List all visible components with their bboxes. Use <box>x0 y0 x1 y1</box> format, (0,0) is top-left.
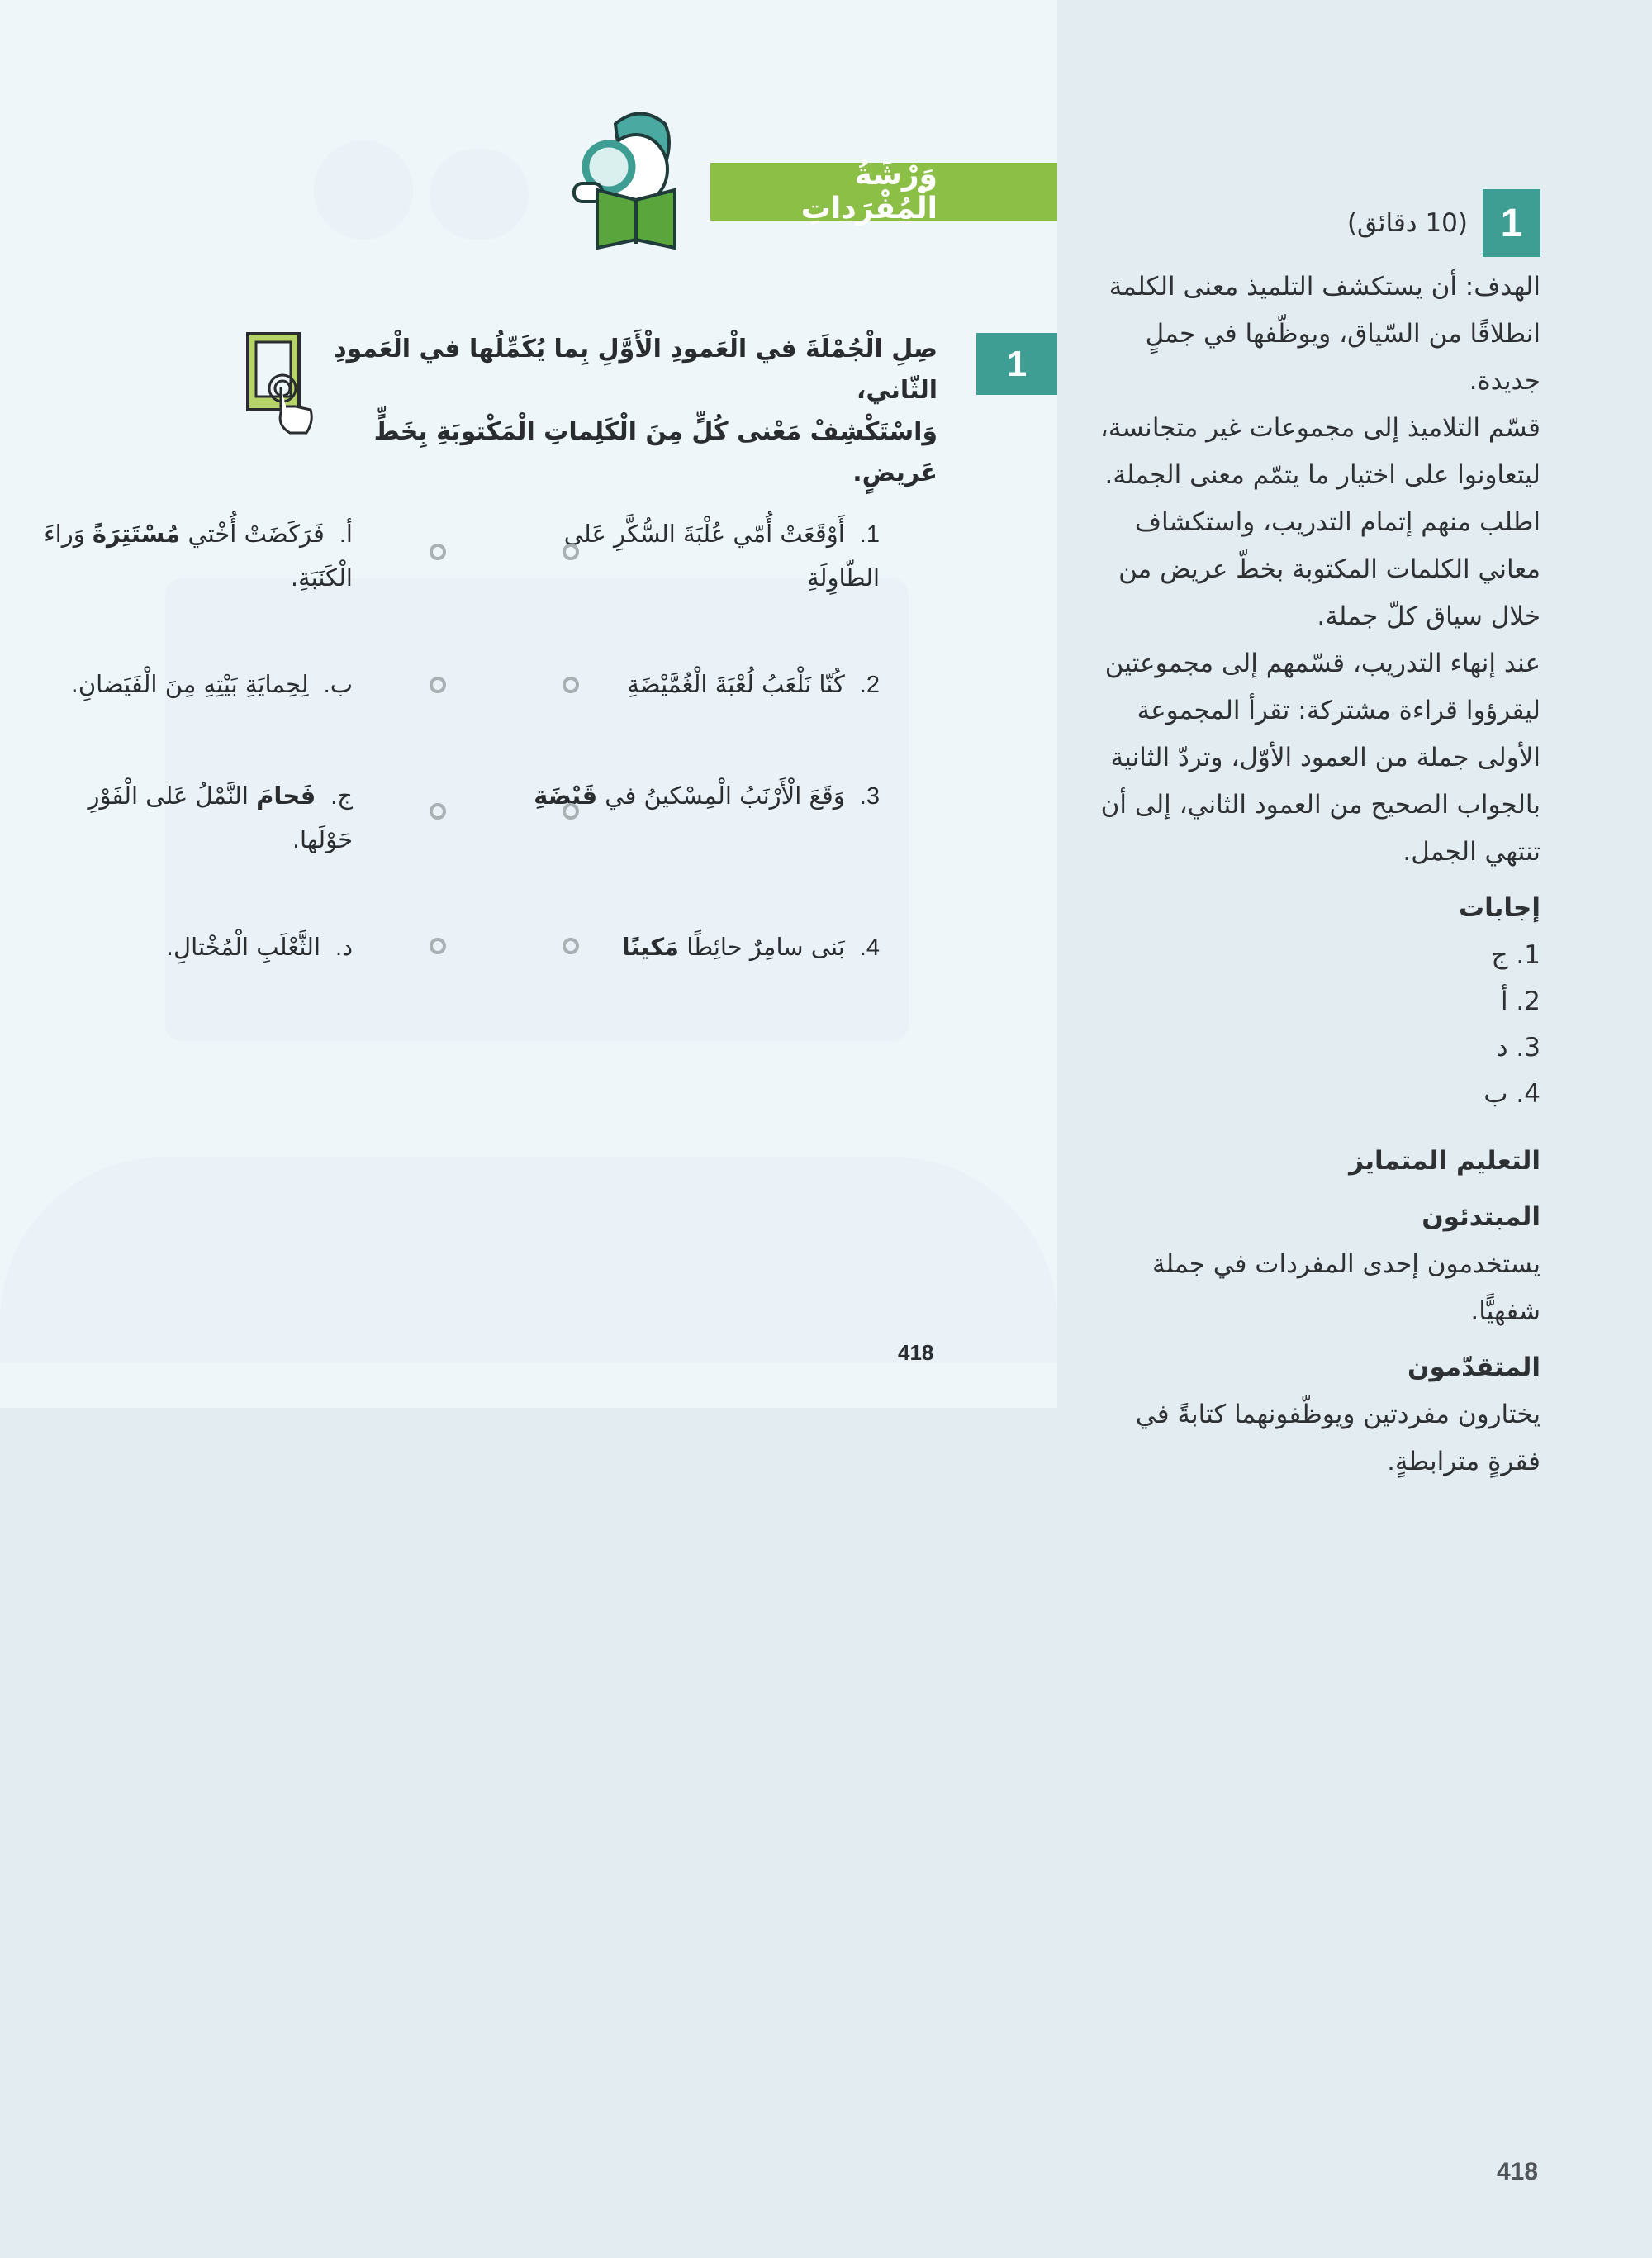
teacher-page-number: 418 <box>1497 2158 1539 2185</box>
activity-header <box>1094 186 1540 260</box>
section-title-banner <box>710 158 1057 226</box>
match-dot-a2[interactable] <box>563 677 579 693</box>
match-row-3 <box>0 774 1057 873</box>
column-b-item-3: ج.فَحامَ النَّمْلُ عَلى الْفَوْرِ حَوْلَها. <box>88 782 353 853</box>
match-row-4 <box>0 925 1057 1024</box>
activity-duration: (10 دقائق) <box>1346 207 1468 238</box>
answer-item: 4. ب <box>1483 1079 1540 1109</box>
answers-heading: إجابات <box>1458 893 1540 923</box>
instructions-paragraph-1: قسّم التلاميذ إلى مجموعات غير متجانسة، ليتعاونوا على اختيار ما يتمّم معنى الجملة. اطلب منهم إتمام التدريب، واستكشاف معاني الكلمات المكتوبة بخطّ عريض من خلال سياق كلّ جملة. <box>1099 413 1540 631</box>
tablet-tap-icon <box>244 330 316 436</box>
answer-item: 1. ج <box>1491 940 1540 970</box>
instructions-paragraph-2: عند إنهاء التدريب، قسّمهم إلى مجموعتين ليقرؤوا قراءة مشتركة: تقرأ المجموعة الأولى جملة من العمود الأوّل، وتردّ الثانية بالجواب الصحيح من العمود الثاني، إلى أن تنتهي الجمل. <box>1100 649 1540 867</box>
mascot-magnifier-book-icon <box>558 107 706 252</box>
column-b-item-4: د.الثَّعْلَبِ الْمُخْتالِ. <box>165 933 353 961</box>
exercise-number-badge: 1 <box>976 333 1057 395</box>
match-dot-a4[interactable] <box>563 938 579 954</box>
answers-list <box>1094 932 1540 1117</box>
exercise-instructions: صِلِ الْجُمْلَةَ في الْعَمودِ الْأَوَّلِ بِما يُكَمِّلُها في الْعَمودِ الثّاني، وَاسْتَكْشِفْ مَعْنى كُلٍّ مِنَ الْكَلِماتِ الْمَكْتوبَةِ بِخَطٍّ عَريضٍ. <box>334 335 938 487</box>
match-dot-b4[interactable] <box>430 938 446 954</box>
teacher-notes-column <box>1094 186 1540 1486</box>
match-row-1 <box>0 512 1057 611</box>
beginners-heading: المبتدئون <box>1422 1202 1540 1232</box>
column-a-item-1: 1.أَوْقَعَتْ أُمّي عُلْبَةَ السُّكَّرِ عَلى الطّاوِلَةِ <box>563 520 880 592</box>
column-b-item-2: ب.لِحِمايَةِ بَيْتِهِ مِنَ الْفَيَضانِ. <box>70 670 353 698</box>
answer-item: 2. أ <box>1500 986 1540 1016</box>
column-b-item-1: أ.فَرَكَضَتْ أُخْتي مُسْتَتِرَةً وَراءَ الْكَنَبَةِ. <box>44 520 353 592</box>
differentiation-heading: التعليم المتمايز <box>1349 1146 1540 1176</box>
section-title: وَرْشَةُ الْمُفْرَداتِ <box>800 158 938 226</box>
answer-item: 3. د <box>1496 1033 1540 1062</box>
advanced-heading: المتقدّمون <box>1407 1352 1540 1382</box>
match-dot-b2[interactable] <box>430 677 446 693</box>
column-a-item-2: 2.كُنّا نَلْعَبُ لُعْبَةَ الْغُمَّيْضَةِ <box>627 670 880 698</box>
match-dot-b1[interactable] <box>430 544 446 560</box>
match-dot-a3[interactable] <box>563 803 579 820</box>
student-page-thumbnail <box>0 0 1057 1408</box>
activity-goal: الهدف: أن يستكشف التلميذ معنى الكلمة انطلاقًا من السّياق، ويوظّفها في جملٍ جديدة. <box>1108 272 1540 396</box>
activity-number-badge: 1 <box>1483 189 1540 257</box>
column-a-item-3: 3.وَقَعَ الْأَرْنَبُ الْمِسْكينُ في قَبْضَةِ <box>534 782 880 810</box>
advanced-text: يختارون مفردتين ويوظّفونهما كتابةً في فقرةٍ مترابطةٍ. <box>1135 1400 1540 1476</box>
beginners-text: يستخدمون إحدى المفردات في جملة شفهيًّا. <box>1151 1249 1540 1326</box>
student-page-number: 418 <box>898 1340 934 1365</box>
column-a-item-4: 4.بَنى سامِرٌ حائِطًا مَكينًا <box>621 933 880 961</box>
match-row-2 <box>0 663 1057 762</box>
match-dot-b3[interactable] <box>430 803 446 820</box>
match-dot-a1[interactable] <box>563 544 579 560</box>
